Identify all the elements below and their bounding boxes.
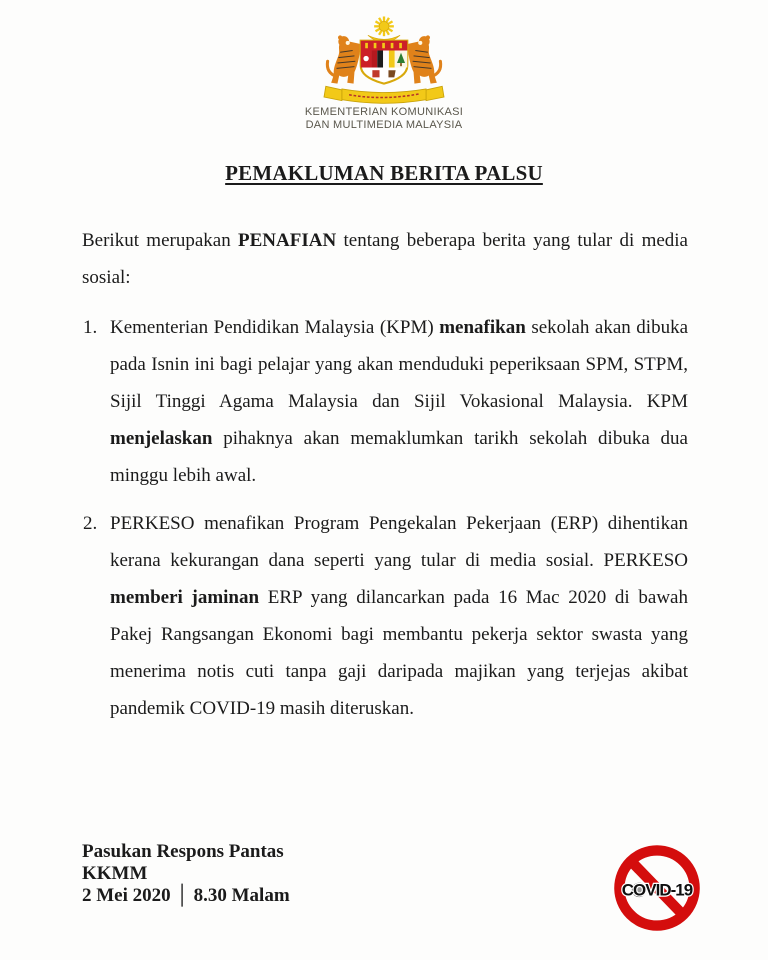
signature-block — [82, 841, 290, 907]
intro-paragraph: Berikut merupakan PENAFIAN tentang beberapa berita yang tular di media sosial: — [82, 230, 688, 288]
shield — [361, 41, 408, 84]
tiger-right-icon — [406, 35, 440, 83]
signature-team: Pasukan Respons Pantas — [82, 841, 284, 862]
list-item-1 — [82, 309, 688, 494]
document-title: PEMAKLUMAN BERITA PALSU — [225, 161, 543, 185]
list-item-2-text: PERKESO menafikan Program Pengekalan Pekerjaan (ERP) dihentikan kerana kekurangan dana seperti yang tular di media sosial. PERKESO memberi jaminan ERP yang dilancarkan pada 16 Mac 2020 di bawah Pakej Rangsangan Ekonomi bagi membantu pekerja sektor swasta yang menerima notis cuti tanpa gaji daripada majikan yang terjejas akibat pandemik COVID-19 masih diteruskan. — [110, 513, 688, 719]
no-covid-icon — [610, 841, 704, 935]
malaysia-coat-of-arms-icon — [316, 12, 452, 106]
signature-datetime: 2 Mei 2020 │ 8.30 Malam — [82, 885, 290, 906]
list-item-1-text: Kementerian Pendidikan Malaysia (KPM) menafikan sekolah akan dibuka pada Isnin ini bagi pelajar yang akan menduduki peperiksaan SPM, STPM, Sijil Tinggi Agama Malaysia dan Sijil Vokasional Malaysia. KPM menjelaskan pihaknya akan memaklumkan tarikh sekolah dibuka dua minggu lebih awal. — [110, 317, 689, 486]
list-item-2-number: 2. — [83, 513, 98, 534]
sun-disc — [379, 21, 389, 31]
list-item-1-number: 1. — [83, 317, 98, 338]
ministry-name — [0, 106, 768, 132]
covid-badge-label: COVID-19 — [621, 880, 693, 900]
list-item-2 — [82, 505, 688, 727]
ministry-name-line2: DAN MULTIMEDIA MALAYSIA — [305, 119, 463, 131]
crest-container — [0, 12, 768, 106]
ministry-name-line1: KEMENTERIAN KOMUNIKASI — [304, 106, 464, 118]
signature-org: KKMM — [82, 863, 148, 884]
tiger-left-icon — [327, 35, 361, 83]
motto-ribbon — [324, 86, 444, 103]
